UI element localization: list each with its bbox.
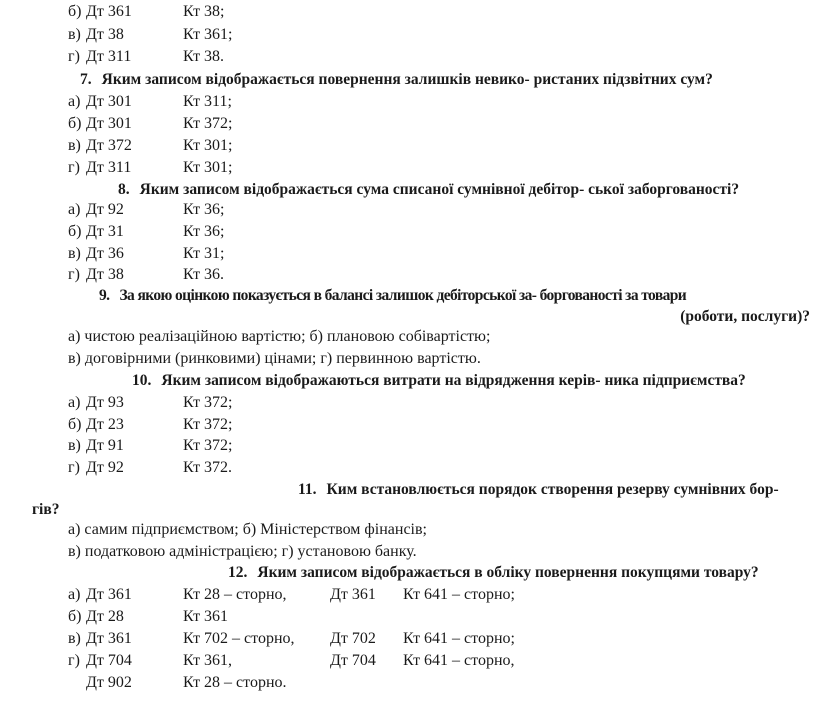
option-debit: Дт 301 <box>86 93 132 110</box>
option-debit-2: Дт 704 <box>330 652 376 669</box>
question-12 <box>228 562 759 584</box>
question-number: 8. <box>118 181 130 198</box>
question-number: 10. <box>132 372 152 389</box>
option-debit: Дт 91 <box>86 437 124 454</box>
q6-option-g <box>0 46 816 68</box>
question-9-line2 <box>680 306 810 328</box>
q10-option-a <box>0 392 816 414</box>
option-letter: г) <box>68 48 80 65</box>
option-debit: Дт 372 <box>86 137 132 154</box>
option-letter: а) <box>68 586 81 603</box>
q8-option-b <box>0 221 816 243</box>
option-debit: Дт 361 <box>86 586 132 603</box>
option-credit: Кт 38; <box>183 3 225 20</box>
option-credit-2: Кт 641 – сторно, <box>403 652 515 669</box>
q9-answer-line: в) договірними (ринковими) цінами; г) первинною вартістю. <box>68 350 481 367</box>
option-letter: г) <box>68 159 80 176</box>
option-credit: Кт 372; <box>183 394 233 411</box>
option-credit: Кт 361 <box>183 608 229 625</box>
q12-option-b <box>0 606 816 628</box>
option-debit: Дт 92 <box>86 201 124 218</box>
q6-option-b <box>0 1 816 23</box>
option-letter: а) <box>68 201 81 218</box>
option-credit: Кт 36; <box>183 223 225 240</box>
question-text: За якою оцінкою показується в балансі залишок дебіторської за- боргованості за товари <box>119 287 687 304</box>
option-debit: Дт 36 <box>86 245 124 262</box>
option-credit: Кт 301; <box>183 159 233 176</box>
option-credit: Кт 702 – сторно, <box>183 630 295 647</box>
option-credit: Кт 311; <box>183 93 232 110</box>
option-credit-2: Кт 641 – сторно; <box>403 630 515 647</box>
q11-answer-line: а) самим підприємством; б) Міністерством фінансів; <box>68 521 427 538</box>
q8-option-a <box>0 199 816 221</box>
option-credit: Кт 36. <box>183 266 225 283</box>
question-7 <box>80 69 713 91</box>
q12-option-g <box>0 650 816 672</box>
option-letter: г) <box>68 459 80 476</box>
q12-option-v <box>0 628 816 650</box>
option-credit: Кт 372; <box>183 437 233 454</box>
question-number: 12. <box>228 564 248 581</box>
option-debit-2: Дт 702 <box>330 630 376 647</box>
option-credit-2: Кт 641 – сторно; <box>403 586 515 603</box>
q12-option-g-extra <box>0 672 816 694</box>
question-text: Яким записом відображається в обліку повернення покупцями товару? <box>257 564 759 581</box>
option-credit: Кт 28 – сторно, <box>183 586 287 603</box>
option-credit: Кт 31; <box>183 245 225 262</box>
question-text: Ким встановлюється порядок створення резерву сумнівних бор- <box>326 481 779 498</box>
question-9 <box>99 285 686 307</box>
q10-option-v <box>0 435 816 457</box>
option-letter: б) <box>68 608 82 625</box>
q7-option-g <box>0 157 816 179</box>
option-credit: Кт 28 – сторно. <box>183 674 287 691</box>
option-debit: Дт 361 <box>86 630 132 647</box>
option-credit: Кт 36; <box>183 201 225 218</box>
option-letter: б) <box>68 3 82 20</box>
option-debit: Дт 311 <box>86 48 132 65</box>
q12-option-a <box>0 584 816 606</box>
option-letter: а) <box>68 93 81 110</box>
question-8 <box>118 179 739 201</box>
option-credit: Кт 372; <box>183 115 233 132</box>
q10-option-g <box>0 457 816 479</box>
q8-option-v <box>0 243 816 265</box>
option-debit: Дт 38 <box>86 26 124 43</box>
option-letter: б) <box>68 223 82 240</box>
option-debit: Дт 311 <box>86 159 132 176</box>
q11-answer-line: в) податковою адміністрацією; г) установою банку. <box>68 543 417 560</box>
option-debit: Дт 93 <box>86 394 124 411</box>
option-credit: Кт 38. <box>183 48 225 65</box>
option-letter: а) <box>68 394 81 411</box>
question-number: 9. <box>99 287 110 304</box>
question-11-line2 <box>32 499 59 521</box>
question-10 <box>132 370 746 392</box>
option-letter: г) <box>68 266 80 283</box>
option-letter: в) <box>68 26 81 43</box>
option-letter: в) <box>68 245 81 262</box>
option-debit: Дт 301 <box>86 115 132 132</box>
question-text: Яким записом відображається повернення залишків невико- ристаних підзвітних сум? <box>101 71 713 88</box>
option-credit: Кт 372; <box>183 416 233 433</box>
q6-option-v <box>0 24 816 46</box>
option-credit: Кт 301; <box>183 137 233 154</box>
option-debit-2: Дт 361 <box>330 586 376 603</box>
option-debit: Дт 31 <box>86 223 124 240</box>
question-number: 7. <box>80 71 92 88</box>
q9-answer-line: а) чистою реалізаційною вартістю; б) плановою собівартістю; <box>68 328 491 345</box>
option-debit: Дт 38 <box>86 266 124 283</box>
option-letter: б) <box>68 416 82 433</box>
question-text: Яким записом відображається сума списаної сумнівної дебітор- ської заборгованості? <box>139 181 740 198</box>
option-debit: Дт 704 <box>86 652 132 669</box>
question-text: (роботи, послуги)? <box>680 308 810 325</box>
question-number: 11. <box>298 481 317 498</box>
q7-option-v <box>0 135 816 157</box>
option-debit: Дт 92 <box>86 459 124 476</box>
option-debit: Дт 28 <box>86 608 124 625</box>
option-letter: в) <box>68 437 81 454</box>
option-credit: Кт 372. <box>183 459 233 476</box>
option-credit: Кт 361, <box>183 652 233 669</box>
question-text: гів? <box>32 501 60 518</box>
option-credit: Кт 361; <box>183 26 233 43</box>
option-letter: б) <box>68 115 82 132</box>
question-11 <box>298 479 779 501</box>
option-letter: в) <box>68 137 81 154</box>
option-debit: Дт 361 <box>86 3 132 20</box>
question-text: Яким записом відображаються витрати на відрядження керів- ника підприємства? <box>161 372 746 389</box>
option-letter: г) <box>68 652 80 669</box>
option-debit: Дт 23 <box>86 416 124 433</box>
q10-option-b <box>0 414 816 436</box>
option-debit: Дт 902 <box>86 674 132 691</box>
q7-option-b <box>0 113 816 135</box>
q8-option-g <box>0 264 816 286</box>
q7-option-a <box>0 91 816 113</box>
option-letter: в) <box>68 630 81 647</box>
